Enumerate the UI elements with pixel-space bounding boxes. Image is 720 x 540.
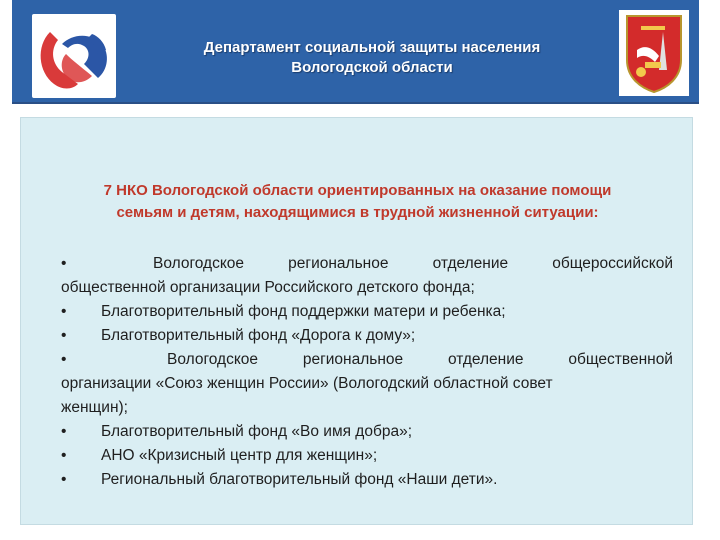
word: Вологодское (153, 255, 245, 272)
list-item-continuation: общественной организации Российского детского фонда; (61, 279, 475, 296)
list-item-text: АНО «Кризисный центр для женщин»; (101, 447, 378, 464)
bullet: • (61, 447, 67, 464)
department-title-line2: Вологодской области (291, 59, 453, 76)
hands-heart-logo-svg (32, 14, 116, 98)
word: отделение (432, 255, 509, 272)
list-item-text: Благотворительный фонд «Во имя добра»; (101, 423, 413, 440)
ngo-list (61, 252, 673, 492)
header-banner (12, 0, 699, 104)
bullet: • (61, 255, 67, 272)
department-title (122, 38, 622, 78)
hands-heart-logo-icon (32, 14, 116, 98)
list-item-text: Региональный благотворительный фонд «Наши дети». (101, 471, 498, 488)
panel-heading-line1: 7 НКО Вологодской области ориентированных на оказание помощи (103, 182, 612, 199)
list-item (61, 300, 673, 324)
panel-heading-line2: семьям и детям, находящимися в трудной жизненной ситуации: (116, 204, 599, 221)
word: Вологодское (167, 351, 259, 368)
list-item (61, 348, 673, 420)
bullet: • (61, 351, 67, 368)
word: региональное (288, 255, 389, 272)
list-item-text: Благотворительный фонд «Дорога к дому»; (101, 327, 416, 344)
word: общественной (568, 351, 673, 368)
panel-heading (21, 180, 694, 224)
list-item (61, 420, 673, 444)
word: общероссийской (552, 255, 673, 272)
list-item (61, 468, 673, 492)
word: отделение (447, 351, 524, 368)
list-item-continuation: организации «Союз женщин России» (Вологодский областной совет (61, 375, 553, 392)
list-item (61, 252, 673, 300)
department-title-line1: Департамент социальной защиты населения (203, 39, 541, 56)
bullet: • (61, 303, 67, 320)
list-item (61, 324, 673, 348)
bullet: • (61, 471, 67, 488)
word: региональное (302, 351, 404, 368)
vologda-coat-of-arms-icon (619, 10, 689, 96)
content-panel (20, 117, 693, 525)
list-item (61, 444, 673, 468)
bullet: • (61, 423, 67, 440)
coat-of-arms-svg (619, 10, 689, 96)
list-item-continuation: женщин); (61, 399, 128, 416)
list-item-text: Благотворительный фонд поддержки матери и ребенка; (101, 303, 506, 320)
bullet: • (61, 327, 67, 344)
